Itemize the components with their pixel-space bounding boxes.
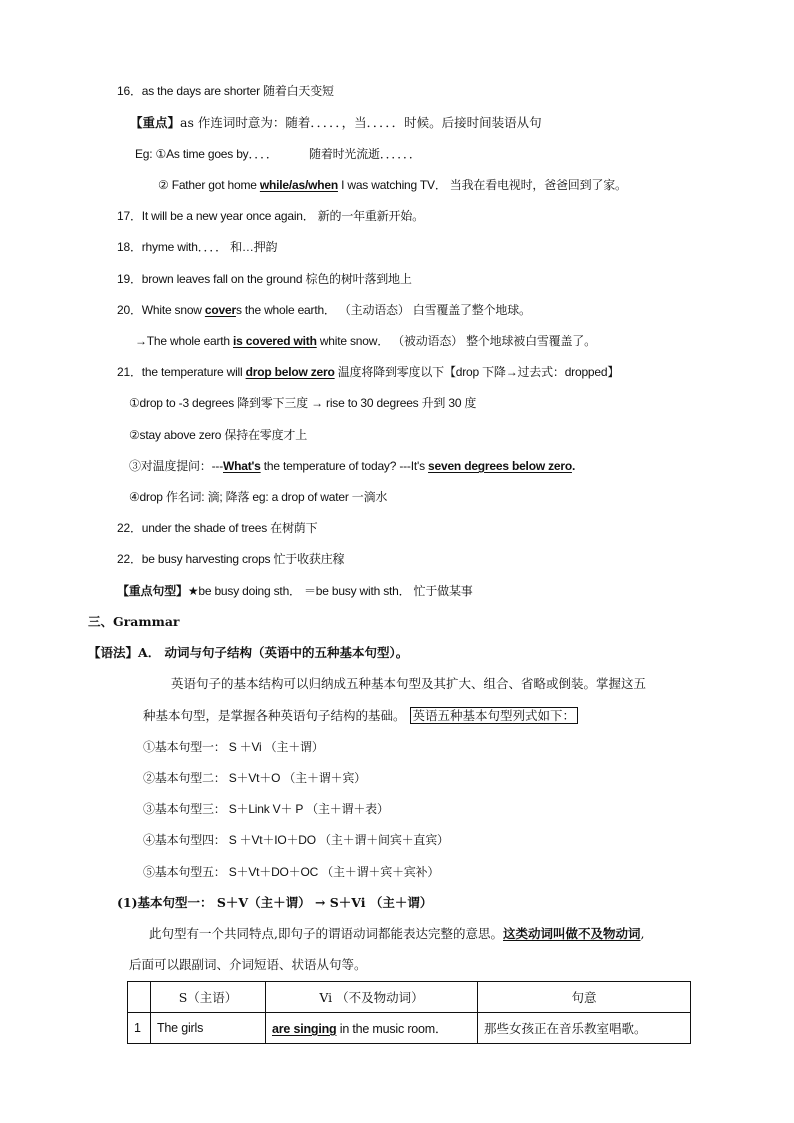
item-22b: 22．be busy harvesting crops 忙于收获庄稼: [117, 552, 345, 566]
pattern-1-description: 此句型有一个共同特点,即句子的谓语动词都能表达完整的意思。这类动词叫做不及物动词,: [149, 926, 645, 941]
item-22-key-pattern: 【重点句型】★be busy doing sth． ＝be busy with sth． 忙于做某事: [117, 584, 473, 598]
item-17: 17．It will be a new year once again． 新的一年重新开始。: [117, 209, 424, 223]
table-header-row: [128, 982, 691, 1013]
pattern-1-heading: (1)基本句型一： S＋V（主＋谓） → S＋Vi （主＋谓）: [117, 895, 433, 910]
item-16-key-point: 【重点】as 作连词时意为：随着．．．．．，当．．．．．时候。后接时间装语从句: [130, 115, 542, 130]
item-20-passive: →The whole earth is covered with white snow． （被动语态） 整个地球被白雪覆盖了。: [135, 334, 596, 348]
row-number: 1: [128, 1013, 151, 1044]
header-index: [128, 982, 151, 1013]
item-21-sub-2: ②stay above zero 保持在零度才上: [129, 428, 308, 442]
item-16-example-2: ② Father got home while/as/when I was watching TV． 当我在看电视时，爸爸回到了家。: [158, 178, 627, 192]
pattern-1: ①基本句型一： S ＋Vi （主＋谓）: [143, 740, 324, 754]
header-meaning: 句意: [478, 982, 691, 1013]
header-subject: S（主语）: [151, 982, 266, 1013]
grammar-intro-line-2: 种基本句型，是掌握各种英语句子结构的基础。 英语五种基本句型列式如下：: [143, 708, 578, 724]
pattern-2: ②基本句型二： S＋Vt＋O （主＋谓＋宾）: [143, 771, 366, 785]
item-16-example-1: Eg: ①As time goes by．．．． 随着时光流逝．．．．．．: [135, 147, 421, 161]
item-21-sub-3: ③对温度提问：---What's the temperature of today? ---It's seven degrees below zero.: [129, 459, 576, 473]
item-20: 20．White snow covers the whole earth． （主动语态） 白雪覆盖了整个地球。: [117, 303, 531, 317]
item-22a: 22．under the shade of trees 在树荫下: [117, 521, 318, 535]
item-21: 21．the temperature will drop below zero 温度将降到零度以下【drop 下降→过去式：dropped】: [117, 365, 620, 379]
section-heading: 三、Grammar: [88, 614, 180, 629]
row-subject: The girls: [151, 1013, 266, 1044]
pattern-5: ⑤基本句型五： S＋Vt＋DO＋OC （主＋谓＋宾＋宾补）: [143, 865, 440, 879]
intro-boxed-note: 英语五种基本句型列式如下：: [410, 707, 579, 724]
item-21-sub-4: ④drop 作名词: 滴; 降落 eg: a drop of water 一滴水: [129, 490, 388, 504]
row-meaning: 那些女孩正在音乐教室唱歌。: [478, 1013, 691, 1044]
item-19: 19．brown leaves fall on the ground 棕色的树叶落到地上: [117, 272, 412, 286]
item-16: 16．as the days are shorter 随着白天变短: [117, 84, 334, 98]
pattern-table: [127, 981, 691, 1044]
grammar-heading: 【语法】A． 动词与句子结构（英语中的五种基本句型）。: [88, 645, 409, 660]
pattern-3: ③基本句型三： S＋Link V＋ P （主＋谓＋表）: [143, 802, 389, 816]
item-21-sub-1: ①drop to -3 degrees 降到零下三度 → rise to 30 degrees 升到 30 度: [129, 396, 477, 410]
row-verb: are singing in the music room．: [266, 1013, 478, 1044]
pattern-1-description-2: 后面可以跟副词、介词短语、状语从句等。: [129, 957, 367, 972]
pattern-4: ④基本句型四： S ＋Vt＋IO＋DO （主＋谓＋间宾＋直宾）: [143, 833, 449, 847]
table-row: [128, 1013, 691, 1044]
header-verb: Vi （不及物动词）: [266, 982, 478, 1013]
item-18: 18．rhyme with．．．． 和…押韵: [117, 240, 278, 254]
grammar-intro-line-1: 英语句子的基本结构可以归纳成五种基本句型及其扩大、组合、省略或倒装。掌握这五: [171, 676, 647, 691]
